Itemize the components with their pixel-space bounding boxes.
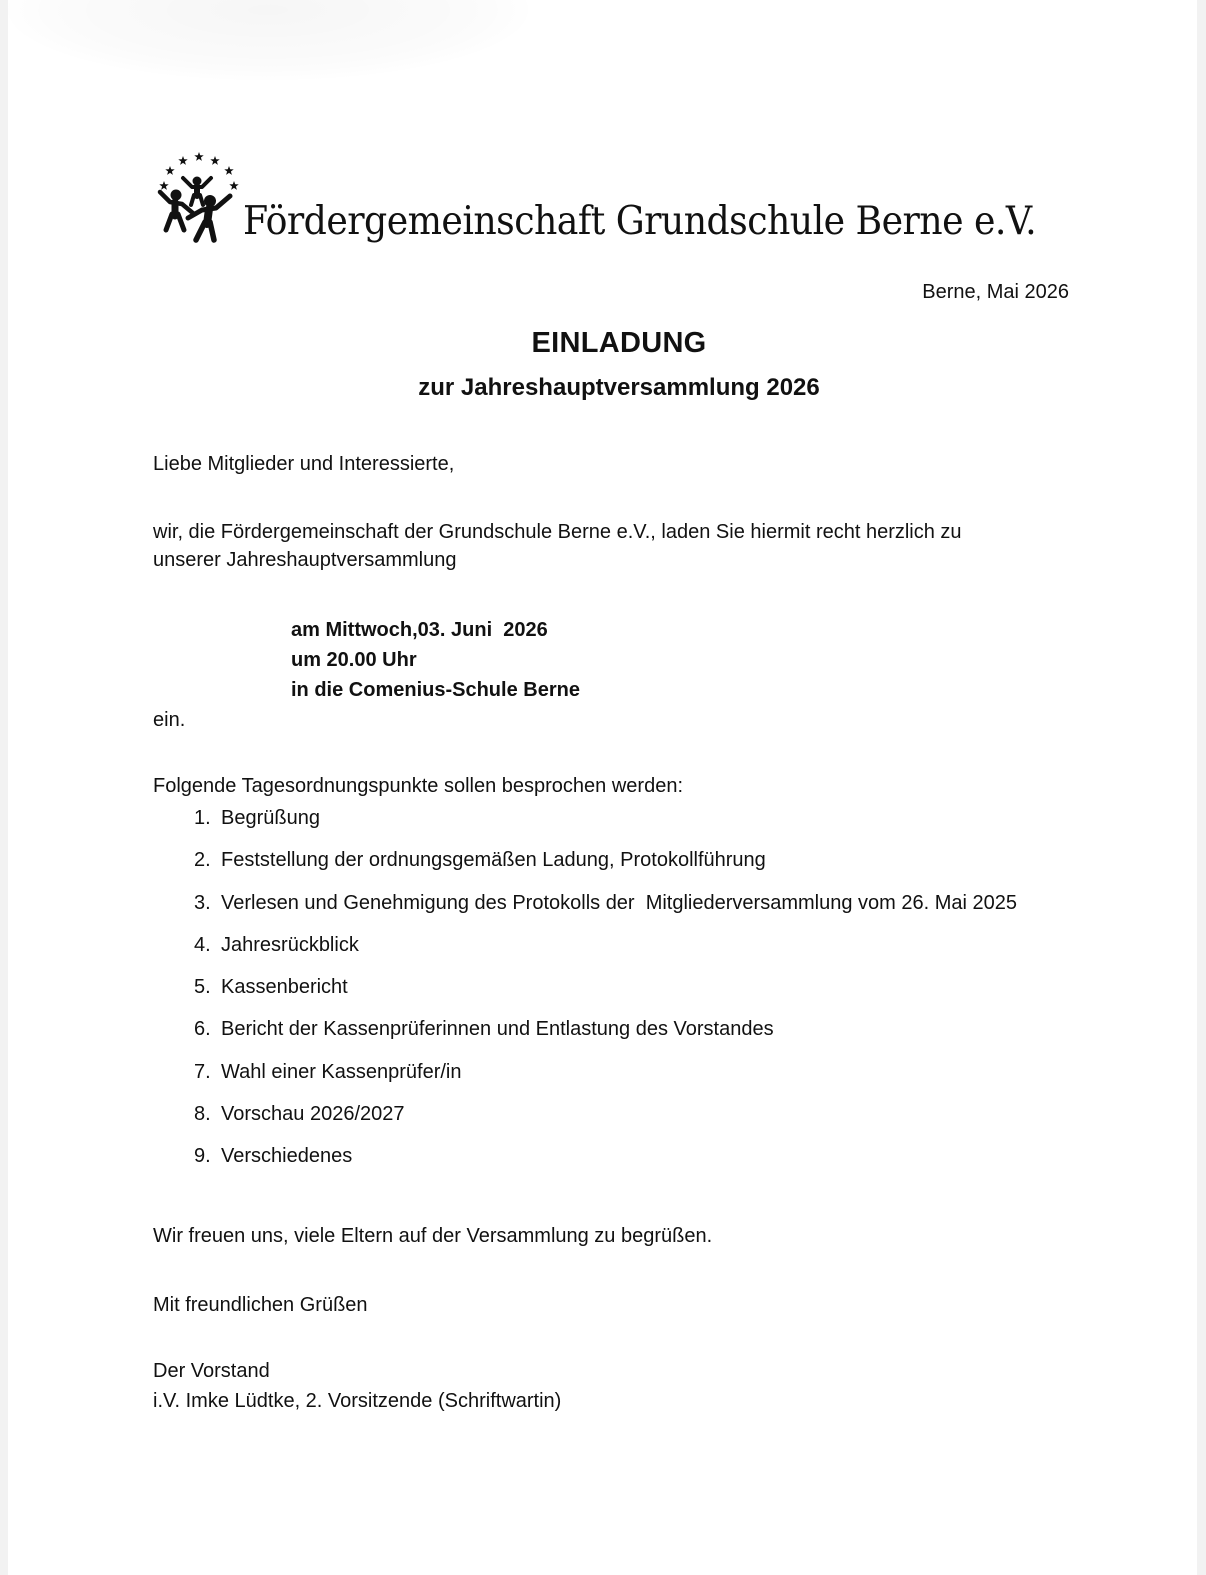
event-date: am Mittwoch,03. Juni 2026 bbox=[291, 619, 548, 641]
agenda-item bbox=[194, 892, 1017, 934]
agenda-item-text: Begrüßung bbox=[221, 807, 320, 829]
agenda-item-number: 4. bbox=[194, 933, 211, 956]
agenda-item-number: 3. bbox=[194, 891, 211, 914]
organization-name: Fördergemeinschaft Grundschule Berne e.V. bbox=[243, 199, 1037, 244]
agenda-item-number: 7. bbox=[194, 1060, 211, 1083]
agenda-item-number: 1. bbox=[194, 807, 211, 829]
agenda-item-text: Verschiedenes bbox=[221, 1145, 353, 1168]
agenda-item bbox=[194, 934, 1017, 976]
intro-line-2: unserer Jahreshauptversammlung bbox=[153, 549, 457, 571]
children-with-stars-logo-icon bbox=[154, 148, 244, 243]
agenda-list bbox=[194, 807, 1017, 1188]
event-time: um 20.00 Uhr bbox=[291, 649, 417, 671]
agenda-item-number: 5. bbox=[194, 976, 211, 999]
agenda-item-text: Vorschau 2026/2027 bbox=[221, 1103, 405, 1126]
agenda-item-text: Wahl einer Kassenprüfer/in bbox=[221, 1060, 462, 1083]
letter-subtitle: zur Jahreshauptversammlung 2026 bbox=[418, 374, 820, 401]
star-icon bbox=[159, 181, 168, 190]
agenda-item bbox=[194, 1018, 1017, 1060]
star-icon bbox=[165, 166, 174, 175]
star-icon bbox=[229, 181, 238, 190]
agenda-item-text: Jahresrückblick bbox=[221, 933, 359, 956]
closing-sentence: Wir freuen uns, viele Eltern auf der Versammlung zu begrüßen. bbox=[153, 1225, 713, 1247]
agenda-item bbox=[194, 1061, 1017, 1103]
event-location: in die Comenius-Schule Berne bbox=[291, 679, 580, 701]
letter-title: EINLADUNG bbox=[531, 327, 707, 359]
agenda-item bbox=[194, 1145, 1017, 1187]
agenda-item-number: 8. bbox=[194, 1103, 211, 1126]
document-page bbox=[8, 0, 1197, 1575]
star-icon bbox=[210, 156, 219, 165]
agenda-item-text: Kassenbericht bbox=[221, 976, 348, 999]
agenda-item-number: 9. bbox=[194, 1145, 211, 1168]
agenda-item-number: 6. bbox=[194, 1018, 211, 1041]
star-icon bbox=[194, 152, 203, 161]
agenda-item bbox=[194, 1103, 1017, 1145]
intro-line-1: wir, die Fördergemeinschaft der Grundschule Berne e.V., laden Sie hiermit recht herzlich zu bbox=[153, 521, 962, 543]
star-icon bbox=[224, 166, 233, 175]
place-date: Berne, Mai 2026 bbox=[922, 281, 1069, 303]
intro-end: ein. bbox=[153, 709, 186, 731]
agenda-item bbox=[194, 976, 1017, 1018]
agenda-item-text: Bericht der Kassenprüferinnen und Entlastung des Vorstandes bbox=[221, 1018, 774, 1041]
signature-person: i.V. Imke Lüdtke, 2. Vorsitzende (Schriftwartin) bbox=[153, 1390, 562, 1412]
agenda-item bbox=[194, 849, 1017, 891]
regards: Mit freundlichen Grüßen bbox=[153, 1294, 368, 1316]
agenda-item bbox=[194, 807, 1017, 849]
page-shadow bbox=[8, 0, 528, 80]
agenda-intro: Folgende Tagesordnungspunkte sollen besprochen werden: bbox=[153, 775, 684, 797]
agenda-item-text: Feststellung der ordnungsgemäßen Ladung, Protokollführung bbox=[221, 849, 766, 872]
signature-group: Der Vorstand bbox=[153, 1360, 270, 1382]
agenda-item-number: 2. bbox=[194, 849, 211, 872]
star-icon bbox=[178, 156, 187, 165]
salutation: Liebe Mitglieder und Interessierte, bbox=[153, 453, 455, 475]
agenda-item-text: Verlesen und Genehmigung des Protokolls der Mitgliederversammlung vom 26. Mai 2025 bbox=[221, 891, 1017, 914]
